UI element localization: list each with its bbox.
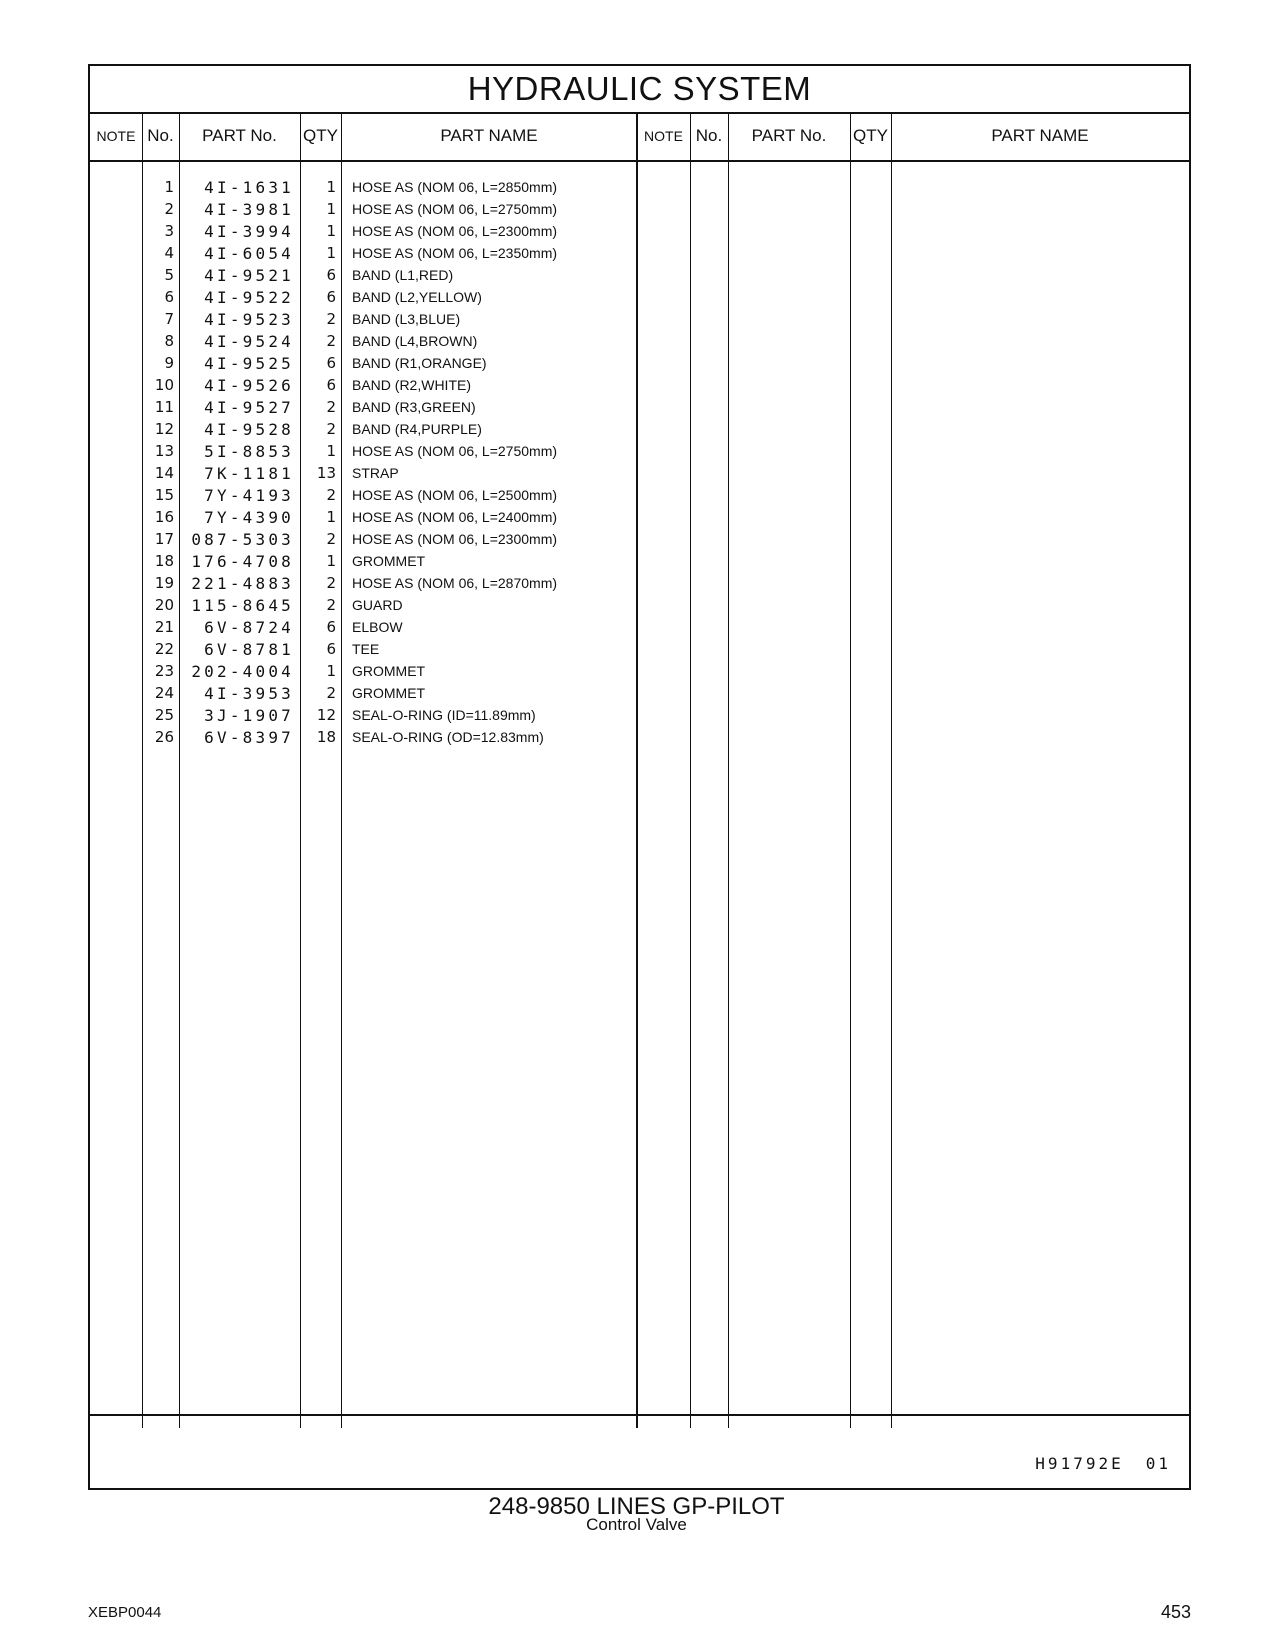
quantity: 1: [326, 200, 336, 218]
item-number: 13: [154, 442, 174, 460]
item-number: 16: [154, 508, 174, 526]
item-number: 20: [154, 596, 174, 614]
item-number: 22: [154, 640, 174, 658]
header-note: NOTE: [96, 128, 136, 144]
table-header: [90, 112, 1189, 162]
header-qty: QTY: [303, 126, 338, 145]
item-number: 25: [154, 706, 174, 724]
part-number: 4I-9525: [204, 354, 294, 373]
quantity: 6: [326, 640, 336, 658]
header-no-right: No.: [695, 126, 723, 145]
header-part-no-right: PART No.: [751, 126, 827, 145]
part-number: 4I-9521: [204, 266, 294, 285]
part-name: BAND (R3,GREEN): [352, 399, 476, 415]
quantity: 2: [326, 530, 336, 548]
part-name: STRAP: [352, 465, 399, 481]
part-name: BAND (R4,PURPLE): [352, 421, 482, 437]
item-number: 9: [164, 354, 174, 372]
quantity: 2: [326, 596, 336, 614]
part-name: HOSE AS (NOM 06, L=2500mm): [352, 487, 558, 503]
item-number: 23: [154, 662, 174, 680]
part-number: 4I-3953: [204, 684, 294, 703]
item-number: 14: [154, 464, 174, 482]
part-number: 7K-1181: [204, 464, 294, 483]
item-number: 3: [164, 222, 174, 240]
item-number: 15: [154, 486, 174, 504]
part-number: 5I-8853: [204, 442, 294, 461]
quantity: 2: [326, 420, 336, 438]
part-name: GROMMET: [352, 553, 426, 569]
quantity: 6: [326, 288, 336, 306]
header-no: No.: [147, 126, 174, 145]
part-number: 6V-8397: [204, 728, 294, 747]
part-name: GROMMET: [352, 663, 426, 679]
part-number: 4I-6054: [204, 244, 294, 263]
header-qty-right: QTY: [853, 126, 888, 145]
quantity: 2: [326, 332, 336, 350]
part-name: HOSE AS (NOM 06, L=2300mm): [352, 223, 558, 239]
part-name: HOSE AS (NOM 06, L=2750mm): [352, 443, 558, 459]
quantity: 6: [326, 266, 336, 284]
quantity: 2: [326, 398, 336, 416]
document-code: XEBP0044: [88, 1604, 162, 1621]
part-number: 4I-9526: [204, 376, 294, 395]
header-part-name-right: PART NAME: [991, 126, 1089, 145]
item-number: 10: [154, 376, 174, 394]
column-divider: [341, 112, 342, 1428]
quantity: 6: [326, 354, 336, 372]
part-number: 3J-1907: [204, 706, 294, 725]
part-name: SEAL-O-RING (ID=11.89mm): [352, 707, 536, 723]
part-number: 202-4004: [191, 662, 294, 681]
part-name: BAND (L3,BLUE): [352, 311, 461, 327]
item-number: 26: [154, 728, 174, 746]
part-number: 6V-8781: [204, 640, 294, 659]
header-part-name: PART NAME: [440, 126, 538, 145]
part-number: 4I-3981: [204, 200, 294, 219]
part-name: BAND (L1,RED): [352, 267, 454, 283]
quantity: 2: [326, 310, 336, 328]
part-name: BAND (L4,BROWN): [352, 333, 478, 349]
part-name: GUARD: [352, 597, 403, 613]
part-number: 4I-9528: [204, 420, 294, 439]
illustration-code: [1035, 1454, 1171, 1473]
item-number: 4: [164, 244, 174, 262]
quantity: 13: [316, 464, 336, 482]
part-number: 4I-1631: [204, 178, 294, 197]
quantity: 1: [326, 244, 336, 262]
part-name: HOSE AS (NOM 06, L=2350mm): [352, 245, 558, 261]
quantity: 2: [326, 486, 336, 504]
item-number: 24: [154, 684, 174, 702]
item-number: 5: [164, 266, 174, 284]
quantity: 2: [326, 684, 336, 702]
part-name: TEE: [352, 641, 380, 657]
part-name: SEAL-O-RING (OD=12.83mm): [352, 729, 544, 745]
item-number: 19: [154, 574, 174, 592]
part-name: HOSE AS (NOM 06, L=2870mm): [352, 575, 558, 591]
part-name: HOSE AS (NOM 06, L=2300mm): [352, 531, 558, 547]
header-part-no: PART No.: [202, 126, 277, 145]
part-number: 115-8645: [191, 596, 294, 615]
part-number: 7Y-4193: [204, 486, 294, 505]
part-number: 4I-9522: [204, 288, 294, 307]
quantity: 6: [326, 618, 336, 636]
quantity: 1: [326, 178, 336, 196]
part-name: ELBOW: [352, 619, 403, 635]
quantity: 12: [316, 706, 336, 724]
part-number: 176-4708: [191, 552, 294, 571]
part-number: 221-4883: [191, 574, 294, 593]
illustration-revision: 01: [1145, 1454, 1171, 1473]
quantity: 1: [326, 508, 336, 526]
item-number: 1: [164, 178, 174, 196]
part-name: BAND (L2,YELLOW): [352, 289, 482, 305]
column-divider: [850, 112, 851, 1428]
part-number: 6V-8724: [204, 618, 294, 637]
column-divider: [728, 112, 729, 1428]
part-name: BAND (R2,WHITE): [352, 377, 471, 393]
quantity: 6: [326, 376, 336, 394]
item-number: 12: [154, 420, 174, 438]
part-name: BAND (R1,ORANGE): [352, 355, 487, 371]
part-number: 4I-3994: [204, 222, 294, 241]
item-number: 17: [154, 530, 174, 548]
item-number: 18: [154, 552, 174, 570]
part-number: 7Y-4390: [204, 508, 294, 527]
quantity: 2: [326, 574, 336, 592]
part-number: 087-5303: [191, 530, 294, 549]
table-bottom-rule: [90, 1414, 1189, 1416]
item-number: 11: [154, 398, 174, 416]
header-note-right: NOTE: [644, 128, 683, 144]
part-name: HOSE AS (NOM 06, L=2400mm): [352, 509, 558, 525]
part-number: 4I-9527: [204, 398, 294, 417]
column-divider: [891, 112, 892, 1428]
illustration-number: H91792E: [1035, 1454, 1124, 1473]
section-title: HYDRAULIC SYSTEM: [90, 66, 1189, 114]
quantity: 1: [326, 662, 336, 680]
quantity: 18: [316, 728, 336, 746]
quantity: 1: [326, 442, 336, 460]
part-name: GROMMET: [352, 685, 426, 701]
column-divider: [690, 112, 691, 1428]
part-name: HOSE AS (NOM 06, L=2750mm): [352, 201, 558, 217]
item-number: 6: [164, 288, 174, 306]
quantity: 1: [326, 222, 336, 240]
part-name: HOSE AS (NOM 06, L=2850mm): [352, 179, 558, 195]
item-number: 21: [154, 618, 174, 636]
part-number: 4I-9524: [204, 332, 294, 351]
item-number: 7: [164, 310, 174, 328]
parts-list-frame: [88, 64, 1191, 1490]
quantity: 1: [326, 552, 336, 570]
group-title: 248-9850 LINES GP-PILOT: [488, 1493, 785, 1520]
page-number: 453: [1160, 1602, 1191, 1622]
part-number: 4I-9523: [204, 310, 294, 329]
item-number: 2: [164, 200, 174, 218]
group-subtitle: Control Valve: [586, 1515, 687, 1534]
item-number: 8: [164, 332, 174, 350]
